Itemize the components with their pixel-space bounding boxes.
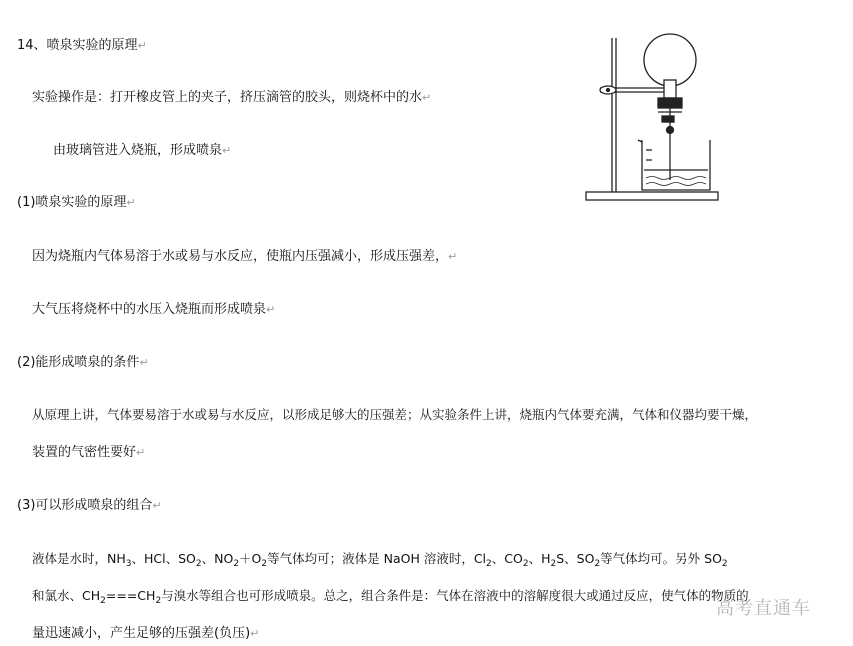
section-2-line-2: 装置的气密性要好↵ xyxy=(32,445,146,460)
paragraph-mark: ↵ xyxy=(126,196,136,209)
stopper xyxy=(658,98,682,108)
section-3-line-3: 量迅速减小，产生足够的压强差(负压)↵ xyxy=(32,626,260,641)
section-1-heading: (1)喷泉实验的原理↵ xyxy=(17,195,136,210)
paragraph-mark: ↵ xyxy=(422,91,432,104)
dropper-bulb xyxy=(662,116,674,122)
paragraph-mark: ↵ xyxy=(139,356,149,369)
paragraph-mark: ↵ xyxy=(250,627,260,640)
paragraph-mark: ↵ xyxy=(137,39,147,52)
paragraph-mark: ↵ xyxy=(266,303,276,316)
section-title: 14、喷泉实验的原理↵ xyxy=(17,38,147,53)
stand-base xyxy=(586,192,718,200)
section-2-line-1: 从原理上讲，气体要易溶于水或易与水反应，以形成足够大的压强差；从实验条件上讲，烧瓶内气体要充满，气体和仪器均要干燥， xyxy=(32,407,758,422)
operation-line-2: 由玻璃管进入烧瓶，形成喷泉↵ xyxy=(53,143,232,158)
paragraph-mark: ↵ xyxy=(152,499,162,512)
round-flask xyxy=(644,34,696,86)
paragraph-mark: ↵ xyxy=(136,446,146,459)
flask-neck xyxy=(664,80,676,98)
section-1-line-1: 因为烧瓶内气体易溶于水或易与水反应，使瓶内压强减小，形成压强差，↵ xyxy=(32,249,458,264)
section-1-line-2: 大气压将烧杯中的水压入烧瓶而形成喷泉↵ xyxy=(32,302,276,317)
section-3-line-2: 和氯水、$CH_2===CH_2$与溴水等组合也可形成喷泉。总之，组合条件是：气体在溶液中的溶解度很大或通过反应，使气体的物质的 xyxy=(32,588,749,606)
operation-line-1: 实验操作是：打开橡皮管上的夹子，挤压滴管的胶头，则烧杯中的水↵ xyxy=(32,90,432,105)
paragraph-mark: ↵ xyxy=(222,144,232,157)
section-2-heading: (2)能形成喷泉的条件↵ xyxy=(17,355,149,370)
section-3-line-1: 液体是水时，$NH_3$、HCl、$SO_2$、$NO_2+O_2$等气体均可；液体是 NaOH 溶液时，$Cl_2$、$CO_2$、$H_2S$、$SO_2$等气体均可。另外 $SO_2$ xyxy=(32,551,728,569)
watermark: 高考直通车 xyxy=(716,598,811,619)
section-3-heading: (3)可以形成喷泉的组合↵ xyxy=(17,498,162,513)
fountain-apparatus-diagram xyxy=(582,32,724,204)
paragraph-mark: ↵ xyxy=(448,250,458,263)
